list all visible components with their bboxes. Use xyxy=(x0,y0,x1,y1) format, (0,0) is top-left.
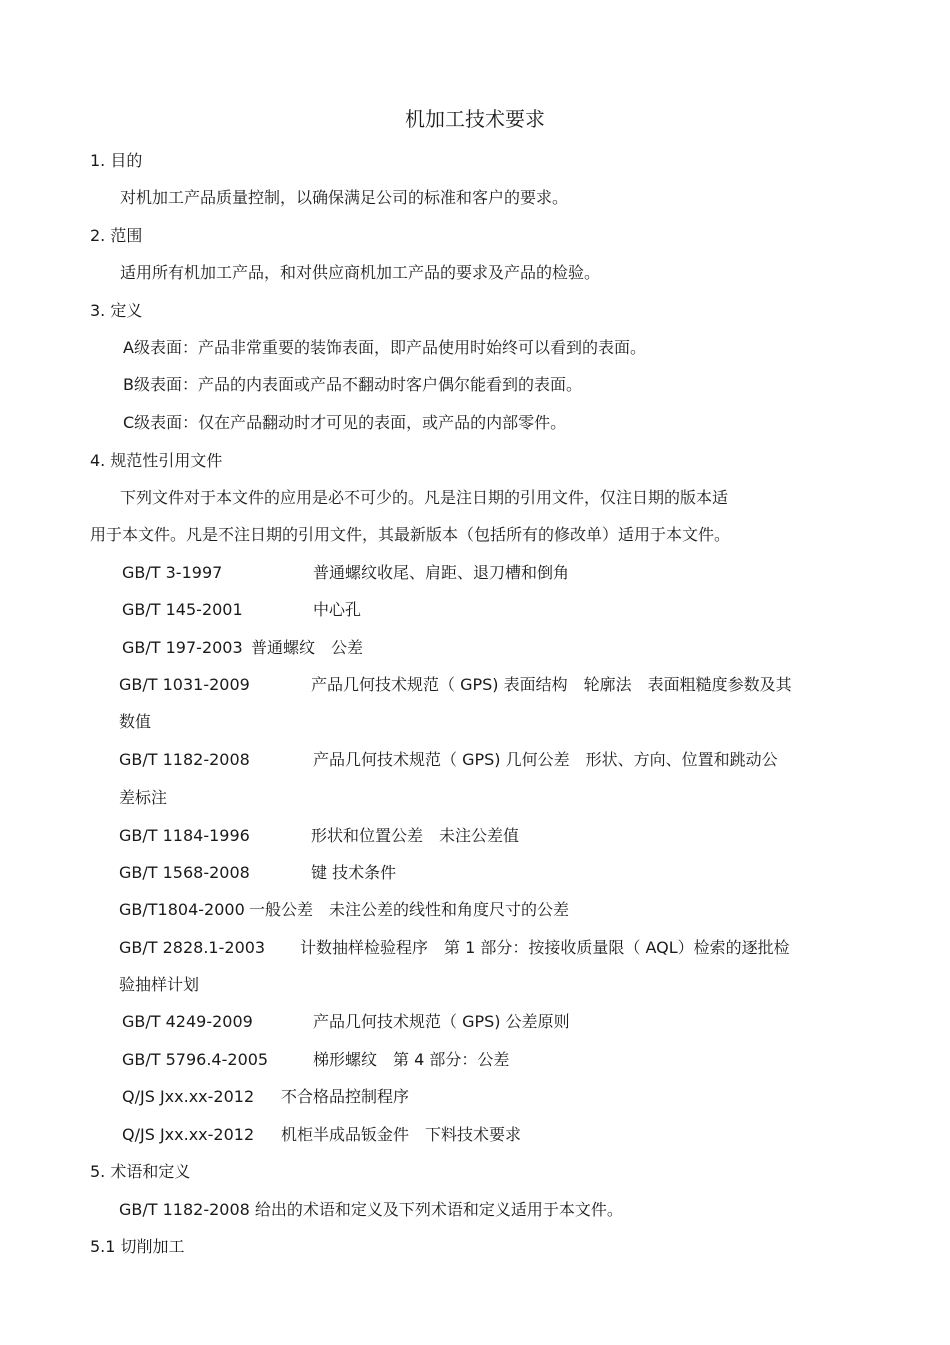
ref-code: GB/T 3-1997 xyxy=(122,563,223,582)
ref-code: Q/JS Jxx.xx-2012 xyxy=(122,1087,255,1106)
ref-code: GB/T 145-2001 xyxy=(122,600,243,619)
ref-code: GB/T 4249-2009 xyxy=(122,1012,253,1031)
ref-desc: 一般公差 未注公差的线性和角度尺寸的公差 xyxy=(249,900,570,919)
ref-code: GB/T 2828.1-2003 xyxy=(119,938,266,957)
definition-item: B级表面：产品的内表面或产品不翻动时客户偶尔能看到的表面。 xyxy=(123,375,582,394)
ref-desc: 普通螺纹收尾、肩距、退刀槽和倒角 xyxy=(313,563,570,582)
ref-code: Q/JS Jxx.xx-2012 xyxy=(122,1125,255,1144)
ref-desc: 不合格品控制程序 xyxy=(281,1087,410,1106)
ref-desc-cont: 差标注 xyxy=(119,788,168,807)
section-heading-terms: 5. 术语和定义 xyxy=(90,1162,191,1181)
purpose-text: 对机加工产品质量控制，以确保满足公司的标准和客户的要求。 xyxy=(120,188,569,207)
ref-desc-cont: 验抽样计划 xyxy=(119,975,200,994)
section-heading-definitions: 3. 定义 xyxy=(90,301,143,320)
ref-desc: 产品几何技术规范（ GPS) 公差原则 xyxy=(313,1012,570,1031)
ref-desc-cont: 数值 xyxy=(119,712,152,731)
ref-desc: 计数抽样检验程序 第 1 部分：按接收质量限（ AQL）检索的逐批检 xyxy=(300,938,790,957)
subsection-heading-cutting: 5.1 切削加工 xyxy=(90,1237,185,1256)
scope-text: 适用所有机加工产品，和对供应商机加工产品的要求及产品的检验。 xyxy=(120,263,601,282)
ref-desc: 产品几何技术规范（ GPS) 几何公差 形状、方向、位置和跳动公 xyxy=(313,750,778,769)
terms-text: GB/T 1182-2008 给出的术语和定义及下列术语和定义适用于本文件。 xyxy=(119,1200,623,1219)
ref-desc: 普通螺纹 公差 xyxy=(251,638,364,657)
document-title: 机加工技术要求 xyxy=(405,107,545,131)
ref-desc: 梯形螺纹 第 4 部分：公差 xyxy=(313,1050,510,1069)
ref-desc: 形状和位置公差 未注公差值 xyxy=(311,826,520,845)
ref-desc: 机柜半成品钣金件 下料技术要求 xyxy=(281,1125,522,1144)
ref-desc: 产品几何技术规范（ GPS) 表面结构 轮廓法 表面粗糙度参数及其 xyxy=(311,675,792,694)
references-intro: 下列文件对于本文件的应用是必不可少的。凡是注日期的引用文件，仅注日期的版本适 xyxy=(120,488,729,507)
ref-code: GB/T 1568-2008 xyxy=(119,863,250,882)
section-heading-scope: 2. 范围 xyxy=(90,226,143,245)
section-heading-purpose: 1. 目的 xyxy=(90,151,143,170)
definition-item: A级表面：产品非常重要的装饰表面，即产品使用时始终可以看到的表面。 xyxy=(123,338,646,357)
section-heading-references: 4. 规范性引用文件 xyxy=(90,451,223,470)
references-intro-cont: 用于本文件。凡是不注日期的引用文件，其最新版本（包括所有的修改单）适用于本文件。 xyxy=(90,525,731,544)
ref-desc: 中心孔 xyxy=(313,600,362,619)
ref-desc: 键 技术条件 xyxy=(311,863,397,882)
ref-code: GB/T 197-2003 xyxy=(122,638,243,657)
ref-code: GB/T 1031-2009 xyxy=(119,675,250,694)
ref-code: GB/T 1182-2008 xyxy=(119,750,250,769)
definition-item: C级表面：仅在产品翻动时才可见的表面，或产品的内部零件。 xyxy=(123,413,567,432)
ref-code: GB/T 5796.4-2005 xyxy=(122,1050,269,1069)
ref-code: GB/T 1184-1996 xyxy=(119,826,250,845)
ref-code: GB/T1804-2000 xyxy=(119,900,245,919)
